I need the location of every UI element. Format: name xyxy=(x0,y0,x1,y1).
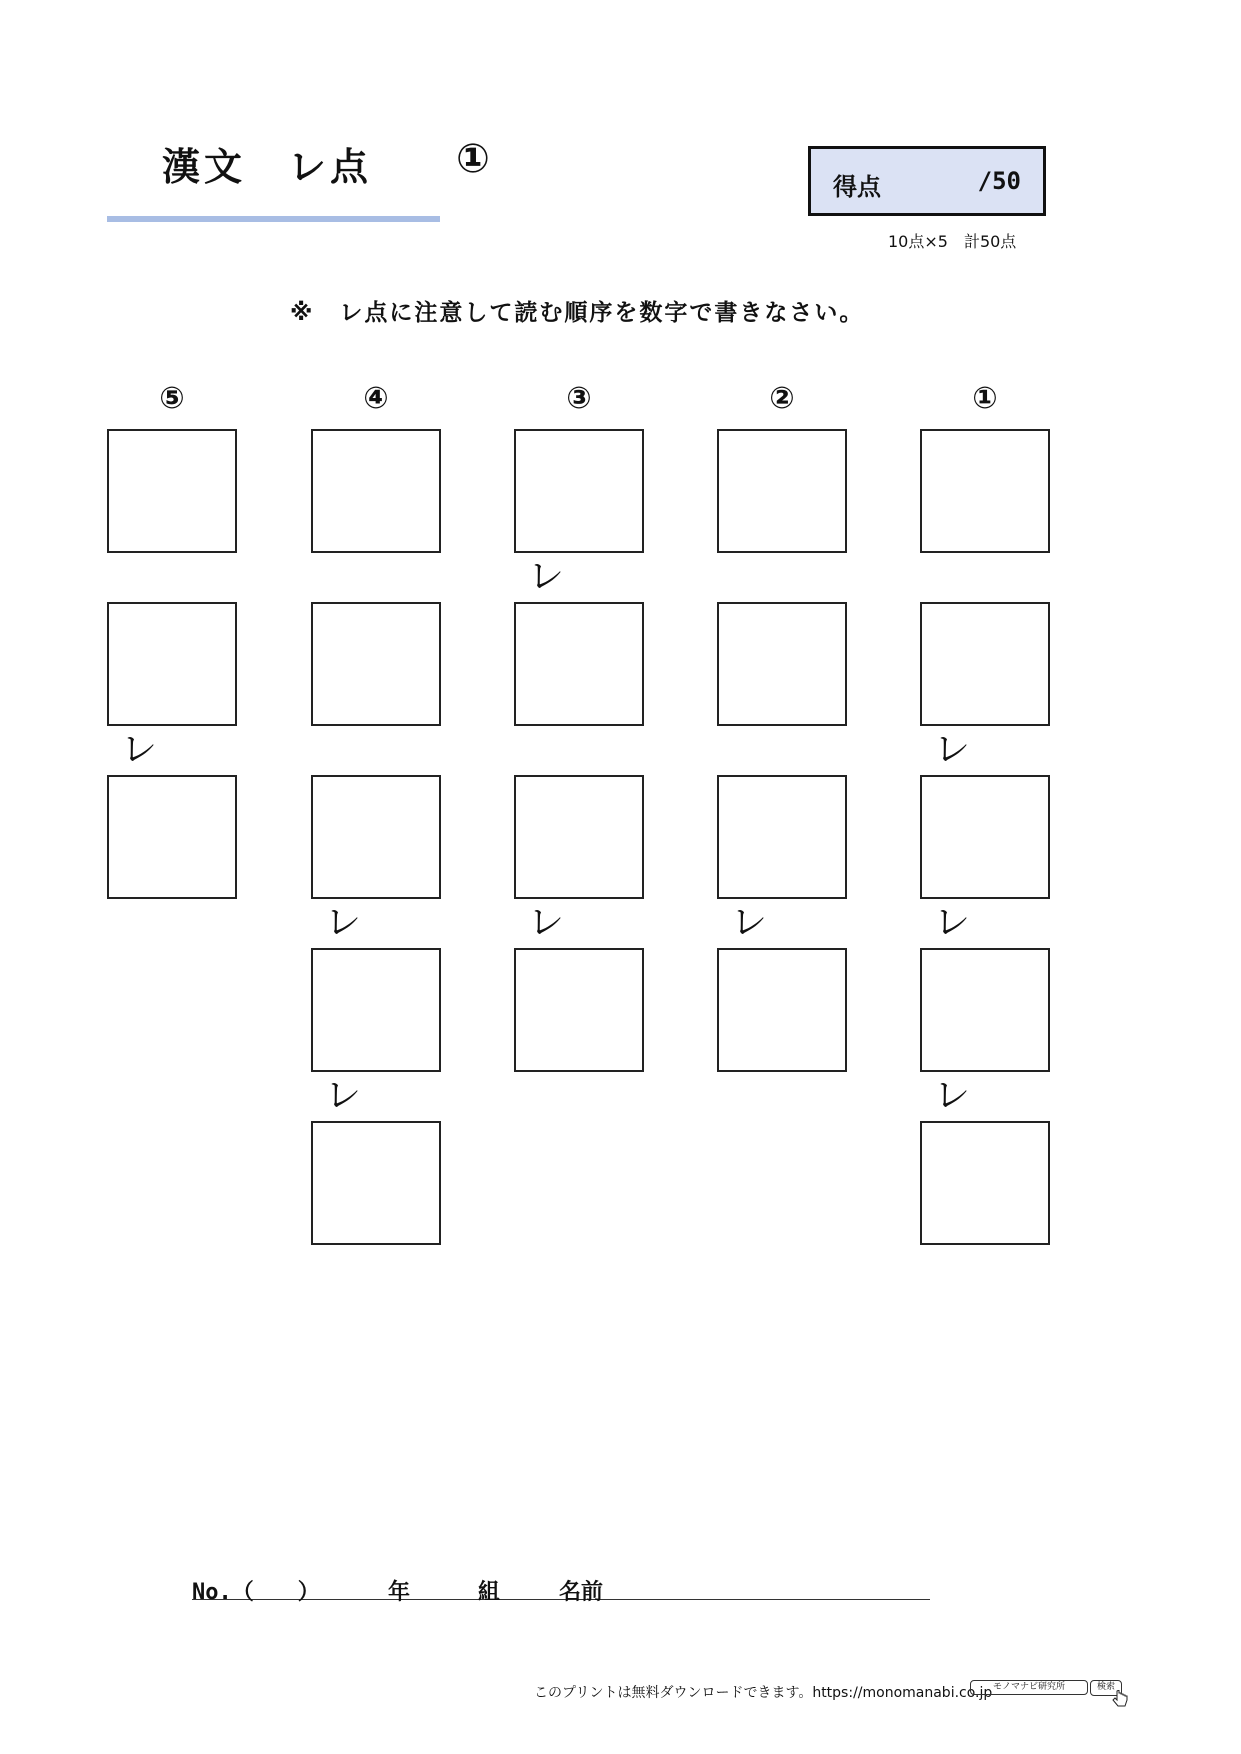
answer-box[interactable] xyxy=(311,1121,441,1245)
score-box xyxy=(808,146,1046,216)
title-underline xyxy=(107,216,440,222)
answer-box[interactable] xyxy=(311,775,441,899)
answer-box[interactable] xyxy=(311,602,441,726)
footer-search-button: 検索 xyxy=(1090,1680,1122,1696)
score-label: 得点 xyxy=(833,173,881,201)
re-mark: レ xyxy=(934,902,971,943)
answer-box[interactable] xyxy=(920,602,1050,726)
answer-box[interactable] xyxy=(920,775,1050,899)
footer-text: このプリントは無料ダウンロードできます。https://monomanabi.co.jp xyxy=(534,1685,993,1701)
answer-box[interactable] xyxy=(920,948,1050,1072)
answer-box[interactable] xyxy=(717,775,847,899)
footer-search-field: モノマナビ研究所 xyxy=(970,1680,1088,1695)
re-mark: レ xyxy=(731,902,768,943)
answer-box[interactable] xyxy=(107,429,237,553)
score-note: 10点×5 計50点 xyxy=(888,232,1017,251)
worksheet-number: ① xyxy=(456,136,490,182)
problem-label: ⑤ xyxy=(159,381,185,416)
problem-label: ① xyxy=(972,381,998,416)
worksheet-title: 漢文 レ点 xyxy=(162,145,373,189)
answer-box[interactable] xyxy=(717,948,847,1072)
answer-box[interactable] xyxy=(717,602,847,726)
re-mark: レ xyxy=(934,1075,971,1116)
name-line xyxy=(192,1575,930,1605)
answer-box[interactable] xyxy=(514,948,644,1072)
problem-label: ③ xyxy=(566,381,592,416)
answer-box[interactable] xyxy=(107,602,237,726)
answer-box[interactable] xyxy=(514,602,644,726)
answer-box[interactable] xyxy=(717,429,847,553)
re-mark: レ xyxy=(325,1075,362,1116)
year-label: 年 xyxy=(388,1580,411,1605)
hand-pointer-icon xyxy=(1112,1690,1128,1708)
answer-box[interactable] xyxy=(107,775,237,899)
re-mark: レ xyxy=(528,556,565,597)
name-label: 名前 xyxy=(559,1580,604,1605)
score-total: /50 xyxy=(977,167,1021,195)
class-label: 組 xyxy=(478,1580,501,1605)
answer-box[interactable] xyxy=(920,429,1050,553)
student-number-label: No.（ ） xyxy=(192,1580,320,1605)
answer-box[interactable] xyxy=(514,429,644,553)
re-mark: レ xyxy=(934,729,971,770)
answer-box[interactable] xyxy=(514,775,644,899)
instruction-text: ※ レ点に注意して読む順序を数字で書きなさい。 xyxy=(290,300,865,326)
answer-box[interactable] xyxy=(311,948,441,1072)
answer-box[interactable] xyxy=(920,1121,1050,1245)
answer-box[interactable] xyxy=(311,429,441,553)
re-mark: レ xyxy=(528,902,565,943)
problem-label: ④ xyxy=(363,381,389,416)
re-mark: レ xyxy=(121,729,158,770)
problem-label: ② xyxy=(769,381,795,416)
re-mark: レ xyxy=(325,902,362,943)
